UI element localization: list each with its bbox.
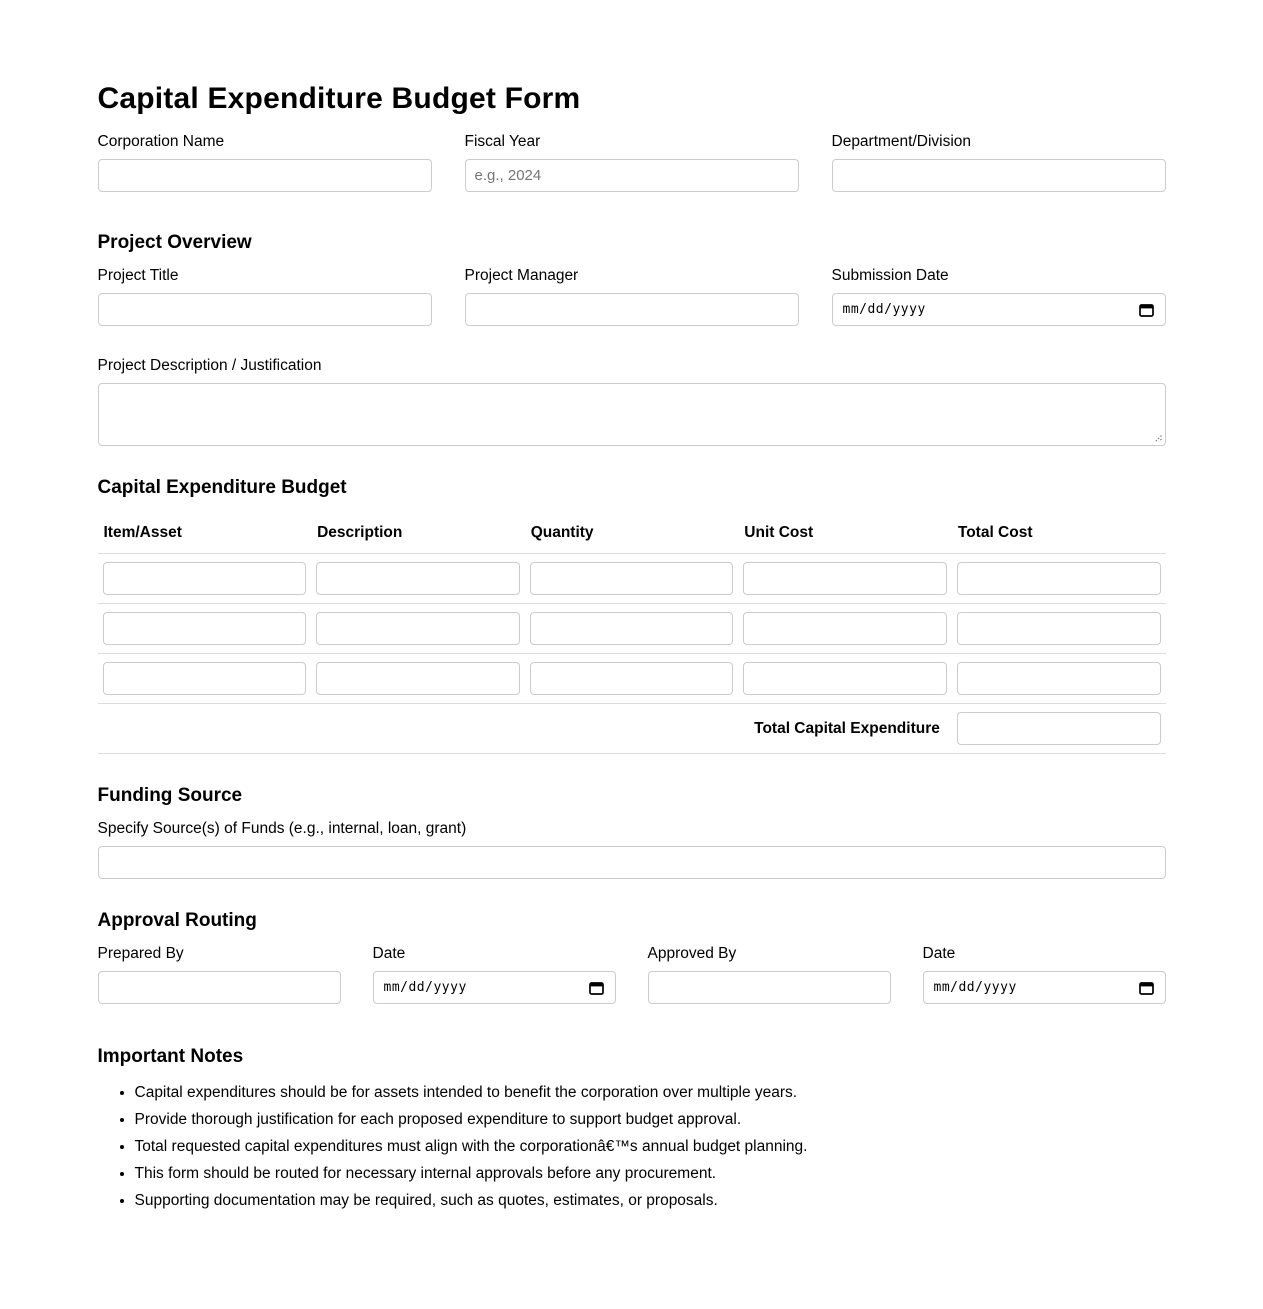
approved-by-input[interactable] [648, 971, 891, 1004]
approved-by-field [648, 945, 891, 1004]
corporation-name-field [98, 133, 432, 192]
table-row [98, 554, 1166, 604]
budget-table [98, 512, 1166, 754]
budget-table-header-row [98, 512, 1166, 554]
capital-expenditure-budget-form [98, 0, 1166, 1309]
corporation-name-input[interactable] [98, 159, 432, 192]
calendar-icon[interactable] [1138, 302, 1155, 318]
col-header-item-asset: Item/Asset [98, 512, 312, 554]
prepared-by-input[interactable] [98, 971, 341, 1004]
date-placeholder: mm/dd/yyyy [383, 980, 467, 995]
section-heading-budget: Capital Expenditure Budget [97, 477, 347, 498]
submission-date-input[interactable] [832, 293, 1166, 326]
unit-cost-input[interactable] [743, 662, 947, 695]
section-heading-important-notes: Important Notes [97, 1046, 244, 1067]
quantity-input[interactable] [530, 562, 734, 595]
list-item: • Capital expenditures should be for assets intended to benefit the corporation over multiple years. [135, 1084, 1166, 1102]
corporation-name-label: Corporation Name [97, 133, 225, 150]
fiscal-year-field [465, 133, 799, 192]
approved-by-label: Approved By [647, 945, 737, 962]
list-item: • This form should be routed for necessary internal approvals before any procurement. [135, 1165, 1166, 1183]
department-division-field [832, 133, 1166, 192]
col-header-description: Description [311, 512, 525, 554]
unit-cost-input[interactable] [743, 612, 947, 645]
list-item: • Supporting documentation may be required, such as quotes, estimates, or proposals. [135, 1192, 1166, 1210]
col-header-total-cost: Total Cost [952, 512, 1166, 554]
section-heading-project-overview: Project Overview [97, 232, 252, 253]
project-manager-field [465, 267, 799, 326]
project-overview-row [98, 267, 1166, 326]
approved-date-input[interactable] [923, 971, 1166, 1004]
page-title: Capital Expenditure Budget Form [97, 82, 581, 115]
project-title-input[interactable] [98, 293, 432, 326]
total-capital-expenditure-label: Total Capital Expenditure [98, 704, 952, 754]
total-capital-expenditure-input[interactable] [957, 712, 1161, 745]
submission-date-label: Submission Date [831, 267, 949, 284]
col-header-unit-cost: Unit Cost [738, 512, 952, 554]
col-header-quantity: Quantity [525, 512, 739, 554]
project-manager-label: Project Manager [464, 267, 579, 284]
total-cost-input[interactable] [957, 612, 1161, 645]
prepared-date-label: Date [372, 945, 406, 962]
prepared-date-input[interactable] [373, 971, 616, 1004]
date-placeholder: mm/dd/yyyy [933, 980, 1017, 995]
important-notes-list [98, 1084, 1166, 1210]
description-input[interactable] [316, 612, 520, 645]
table-row [98, 604, 1166, 654]
table-row [98, 654, 1166, 704]
date-placeholder: mm/dd/yyyy [842, 302, 926, 317]
item-asset-input[interactable] [103, 662, 307, 695]
project-title-field [98, 267, 432, 326]
calendar-icon[interactable] [588, 980, 605, 996]
funding-source-input[interactable] [98, 846, 1166, 879]
project-description-textarea[interactable] [98, 383, 1166, 446]
quantity-input[interactable] [530, 662, 734, 695]
description-input[interactable] [316, 562, 520, 595]
list-item: • Total requested capital expenditures must align with the corporationâ€™s annual budget planning. [135, 1138, 1166, 1156]
project-description-label: Project Description / Justification [97, 357, 322, 374]
approved-date-field [923, 945, 1166, 1004]
submission-date-field [832, 267, 1166, 326]
list-item: • Provide thorough justification for each proposed expenditure to support budget approval. [135, 1111, 1166, 1129]
project-manager-input[interactable] [465, 293, 799, 326]
project-description-field [98, 357, 1166, 446]
item-asset-input[interactable] [103, 562, 307, 595]
total-cost-input[interactable] [957, 662, 1161, 695]
fiscal-year-label: Fiscal Year [464, 133, 541, 150]
project-title-label: Project Title [97, 267, 179, 284]
quantity-input[interactable] [530, 612, 734, 645]
unit-cost-input[interactable] [743, 562, 947, 595]
item-asset-input[interactable] [103, 612, 307, 645]
section-heading-funding-source: Funding Source [97, 785, 243, 806]
calendar-icon[interactable] [1138, 980, 1155, 996]
funding-source-label: Specify Source(s) of Funds (e.g., internal, loan, grant) [97, 820, 467, 837]
approval-routing-row [98, 945, 1166, 1004]
prepared-date-field [373, 945, 616, 1004]
total-cost-input[interactable] [957, 562, 1161, 595]
department-division-label: Department/Division [831, 133, 972, 150]
funding-source-field [98, 820, 1166, 879]
department-division-input[interactable] [832, 159, 1166, 192]
company-info-row [98, 133, 1166, 192]
prepared-by-field [98, 945, 341, 1004]
total-row [98, 704, 1166, 754]
prepared-by-label: Prepared By [97, 945, 184, 962]
description-input[interactable] [316, 662, 520, 695]
approved-date-label: Date [922, 945, 956, 962]
section-heading-approval-routing: Approval Routing [97, 910, 257, 931]
fiscal-year-input[interactable] [465, 159, 799, 192]
